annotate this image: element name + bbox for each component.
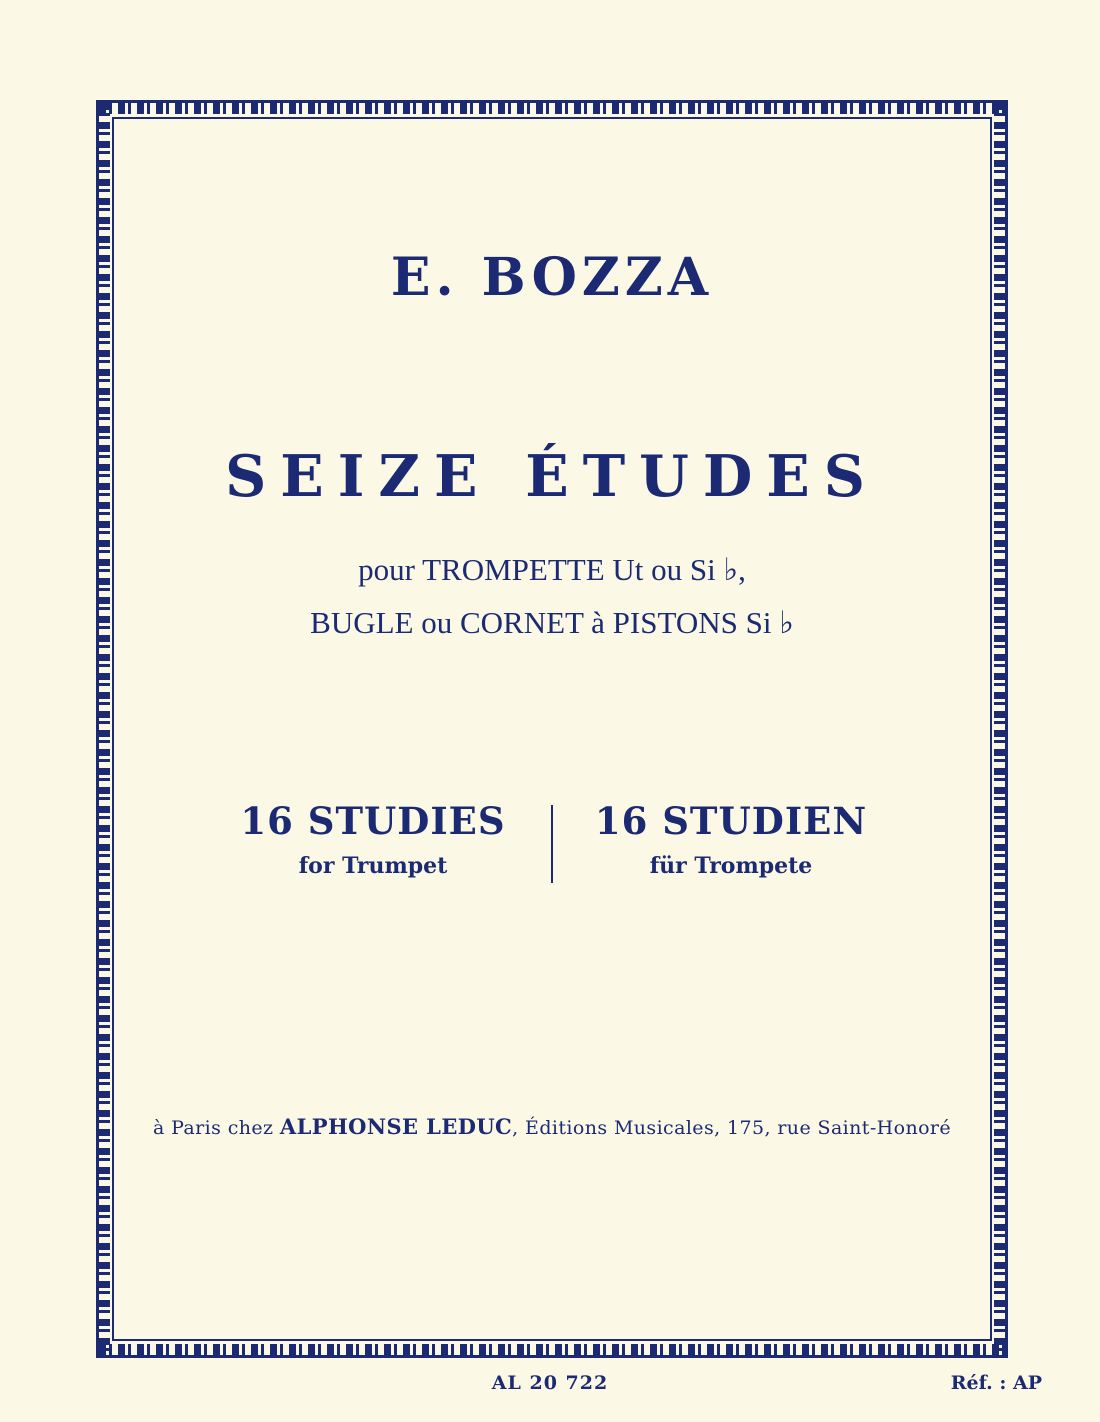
publisher-imprint [130, 1114, 974, 1139]
translated-titles [130, 799, 974, 889]
instrumentation-line-2: BUGLE ou CORNET à PISTONS Si ♭ [310, 604, 794, 640]
english-heading: 16 STUDIES [240, 799, 506, 844]
publisher-suffix: , Éditions Musicales, 175, rue Saint-Honoré [512, 1117, 952, 1140]
ornament-band-right [994, 103, 1005, 1355]
plate-number: AL 20 722 [491, 1372, 609, 1394]
german-heading: 16 STUDIEN [594, 799, 868, 844]
ornament-band-left [99, 103, 110, 1355]
english-subheading: for Trumpet [298, 853, 448, 880]
german-subheading: für Trompete [649, 853, 813, 880]
reference-code: Réf. : AP [950, 1372, 1042, 1394]
page-title: SEIZE ÉTUDES [225, 443, 879, 510]
cover-content [130, 135, 974, 1325]
publisher-prefix: à Paris chez [152, 1117, 280, 1140]
ornament-band-bottom [99, 1344, 1005, 1355]
english-title-block [223, 799, 523, 889]
instrumentation-line-1: pour TROMPETTE Ut ou Si ♭, [358, 552, 746, 587]
ornament-band-top [99, 103, 1005, 114]
german-title-block [581, 799, 881, 889]
publisher-name: ALPHONSE LEDUC [279, 1114, 513, 1140]
composer-name: E. BOZZA [390, 247, 714, 308]
instrumentation [130, 544, 974, 649]
vertical-divider [551, 805, 553, 883]
